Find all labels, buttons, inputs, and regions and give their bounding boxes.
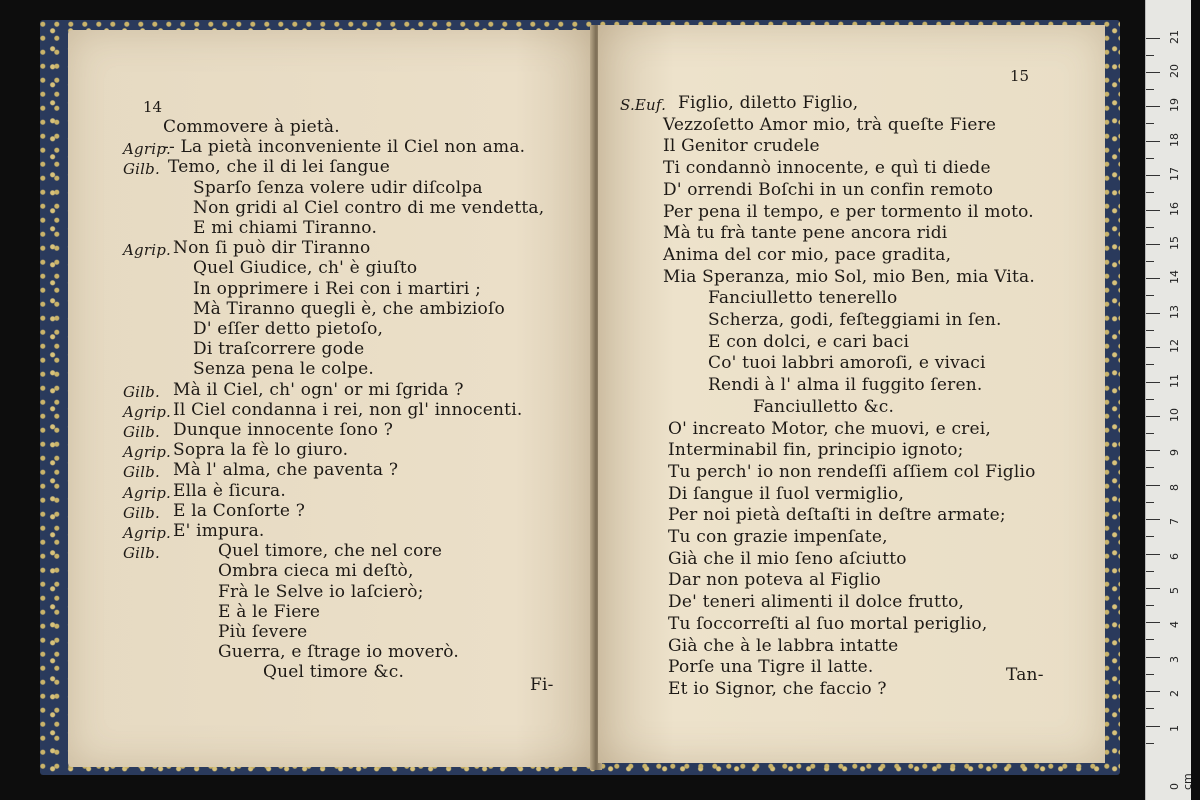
ruler-number: 8 [1168, 483, 1181, 491]
verse-line: Frà le Selve io laſcierò; [218, 581, 424, 602]
ruler-number: 21 [1168, 29, 1181, 44]
verse-line: Non gridi al Ciel contro di me vendetta, [193, 197, 545, 218]
verse-line: Guerra, e ſtrage io moverò. [218, 642, 459, 663]
speaker-label: Gilb. [123, 463, 160, 482]
page-number: 15 [1010, 67, 1030, 85]
ruler-number: 14 [1168, 270, 1181, 285]
verse-line: Mà il Ciel, ch' ogn' or mi ſgrida ? [173, 379, 464, 400]
verse-line: Interminabil fin, principio ignoto; [668, 440, 964, 461]
ruler-number: 10 [1168, 408, 1181, 422]
ruler-tick [1146, 330, 1154, 331]
ruler-number: 16 [1168, 201, 1181, 216]
ruler-tick [1146, 726, 1160, 727]
verse-line: E à le Fiere [218, 601, 321, 622]
verse-line: Anima del cor mio, pace gradita, [663, 244, 952, 265]
ruler-tick [1146, 89, 1154, 90]
verse-line: Mà Tiranno quegli è, che ambizioſo [193, 298, 505, 319]
speaker-label: Agrip. [123, 140, 171, 159]
verse-line: E con dolci, e cari baci [708, 331, 910, 352]
ruler-tick [1146, 708, 1154, 709]
verse-line: Figlio, diletto Figlio, [678, 93, 859, 113]
verse-line: Più ſevere [218, 622, 308, 642]
verse-line: Tu con grazie impenſate, [668, 527, 888, 547]
speaker-label: Gilb. [123, 382, 160, 401]
ruler-tick [1146, 433, 1154, 434]
measurement-ruler [1145, 0, 1194, 800]
speaker-label: Gilb. [123, 503, 160, 522]
ruler-number: 11 [1168, 373, 1181, 388]
verse-line: Quel timore &c. [263, 662, 405, 683]
ruler-tick [1146, 519, 1160, 520]
ruler-number: 2 [1168, 690, 1181, 698]
ruler-tick [1146, 175, 1160, 176]
right-page [598, 25, 1105, 763]
verse-line: Senza pena le colpe. [193, 359, 375, 380]
verse-line: Mia Speranza, mio Sol, mio Ben, mia Vita. [663, 266, 1035, 287]
ruler-number: 12 [1168, 339, 1181, 354]
verse-line: Mà l' alma, che paventa ? [173, 460, 399, 481]
verse-line: Et io Signor, che faccio ? [668, 678, 887, 699]
verse-line: D' eſſer detto pietoſo, [193, 319, 384, 339]
catchword: Fi- [530, 675, 554, 695]
ruler-tick [1146, 416, 1160, 417]
ruler-number: 18 [1168, 132, 1181, 147]
ruler-tick [1146, 691, 1160, 692]
left-page [68, 30, 595, 767]
verse-line: Per noi pietà deſtaſti in deſtre armate; [668, 505, 1006, 526]
verse-line: O' increato Motor, che muovi, e crei, [668, 418, 991, 439]
verse-line: Quel timore, che nel core [218, 541, 443, 562]
ruler-tick [1146, 261, 1154, 262]
ruler-tick [1146, 674, 1154, 675]
verse-line: Tu perch' io non rendeſſi aſſiem col Figlio [668, 461, 1036, 482]
ruler-tick [1146, 588, 1160, 589]
ruler-tick [1146, 639, 1154, 640]
ruler-number: 1 [1168, 724, 1181, 732]
verse-line: Non ſi può dir Tiranno [173, 238, 371, 259]
ruler-tick [1146, 55, 1154, 56]
ruler-tick [1146, 106, 1160, 107]
verse-line: Commovere à pietà. [163, 117, 340, 137]
verse-line: Il Genitor crudele [663, 136, 820, 157]
ruler-tick [1146, 657, 1160, 658]
verse-line: Già che à le labbra intatte [668, 635, 899, 656]
ruler-tick [1146, 278, 1160, 279]
ruler-tick [1146, 295, 1154, 296]
speaker-label: Agrip. [123, 483, 171, 502]
speaker-label: Gilb. [123, 544, 160, 563]
ruler-number: 6 [1168, 552, 1181, 560]
speaker-label: S.Euf. [620, 96, 667, 114]
verse-line: In opprimere i Rei con i martiri ; [193, 278, 482, 299]
speaker-label: Agrip. [123, 241, 171, 260]
verse-line: Fanciulletto &c. [753, 396, 895, 417]
ruler-tick [1146, 158, 1154, 159]
ruler-tick [1146, 244, 1160, 245]
ruler-number: 20 [1168, 64, 1181, 78]
ruler-tick [1146, 622, 1160, 623]
ruler-number: 15 [1168, 236, 1181, 250]
ruler-number: 19 [1168, 98, 1181, 113]
verse-line: Il Ciel condanna i rei, non gl' innocenti. [173, 399, 523, 420]
ruler-tick [1146, 123, 1154, 124]
verse-line: Ella è ſicura. [173, 480, 286, 501]
verse-line: Sparſo ſenza volere udir diſcolpa [193, 177, 483, 198]
verse-line: Ti condannò innocente, e quì ti diede [663, 158, 991, 179]
ruler-tick [1146, 38, 1160, 39]
verse-line: Tu ſoccorreſti al ſuo mortal periglio, [668, 613, 988, 634]
verse-line: Porſe una Tigre il latte. [668, 657, 874, 678]
speaker-label: Agrip. [123, 402, 171, 421]
ruler-number: 5 [1168, 587, 1181, 594]
verse-line: E' impura. [173, 521, 265, 541]
verse-line: Già che il mio ſeno aſciutto [668, 548, 907, 569]
ruler-tick [1146, 605, 1154, 606]
ruler-unit-label: 0 cm [1168, 773, 1194, 790]
verse-line: Co' tuoi labbri amoroſi, e vivaci [708, 353, 986, 374]
verse-line: Vezzoſetto Amor mio, trà queſte Fiere [663, 114, 997, 135]
speaker-label: Agrip. [123, 443, 171, 462]
verse-line: Mà tu frà tante pene ancora ridi [663, 223, 948, 244]
ruler-tick [1146, 554, 1160, 555]
speaker-label: Gilb. [123, 160, 160, 179]
ruler-tick [1146, 313, 1160, 314]
ruler-tick [1146, 467, 1154, 468]
ruler-tick [1146, 72, 1160, 73]
ruler-number: 9 [1168, 449, 1181, 457]
verse-line: -- La pietà inconveniente il Ciel non ama. [163, 137, 526, 158]
verse-line: De' teneri alimenti il dolce frutto, [668, 592, 965, 613]
ruler-tick [1146, 485, 1160, 486]
ruler-tick [1146, 347, 1160, 348]
verse-line: Quel Giudice, ch' è giuſto [193, 258, 418, 279]
ruler-tick [1146, 382, 1160, 383]
verse-line: Sopra la fè lo giuro. [173, 440, 349, 461]
verse-line: Fanciulletto tenerello [708, 288, 898, 309]
ruler-tick [1146, 364, 1154, 365]
verse-line: Ombra cieca mi deſtò, [218, 561, 414, 582]
page-number: 14 [143, 98, 163, 116]
ruler-tick [1146, 399, 1154, 400]
verse-line: D' orrendi Boſchi in un confin remoto [663, 179, 994, 200]
ruler-tick [1146, 743, 1154, 744]
ruler-number: 7 [1168, 518, 1181, 526]
ruler-number: 17 [1168, 167, 1181, 182]
verse-line: Rendi à l' alma il fuggito ſeren. [708, 375, 983, 396]
verse-line: Per pena il tempo, e per tormento il moto. [663, 201, 1034, 222]
ruler-number: 13 [1168, 304, 1181, 319]
ruler-tick [1146, 450, 1160, 451]
verse-line: Di traſcorrere gode [193, 339, 365, 360]
catchword: Tan- [1006, 665, 1044, 685]
ruler-tick [1146, 536, 1154, 537]
speaker-label: Gilb. [123, 423, 160, 441]
ruler-tick [1146, 502, 1154, 503]
verse-line: E mi chiami Tiranno. [193, 218, 378, 238]
verse-line: Dar non poteva al Figlio [668, 570, 881, 591]
verse-line: E la Conſorte ? [173, 500, 306, 521]
ruler-tick [1146, 227, 1154, 228]
verse-line: Scherza, godi, feſteggiami in ſen. [708, 310, 1002, 330]
verse-line: Dunque innocente ſono ? [173, 420, 394, 440]
ruler-tick [1146, 141, 1160, 142]
speaker-label: Agrip. [123, 524, 171, 542]
ruler-number: 3 [1168, 655, 1181, 663]
ruler-number: 4 [1168, 621, 1181, 629]
verse-line: Temo, che il di lei ſangue [168, 157, 390, 178]
ruler-tick [1146, 210, 1160, 211]
ruler-tick [1146, 192, 1154, 193]
verse-line: Di ſangue il ſuol vermiglio, [668, 483, 905, 504]
ruler-tick [1146, 571, 1154, 572]
